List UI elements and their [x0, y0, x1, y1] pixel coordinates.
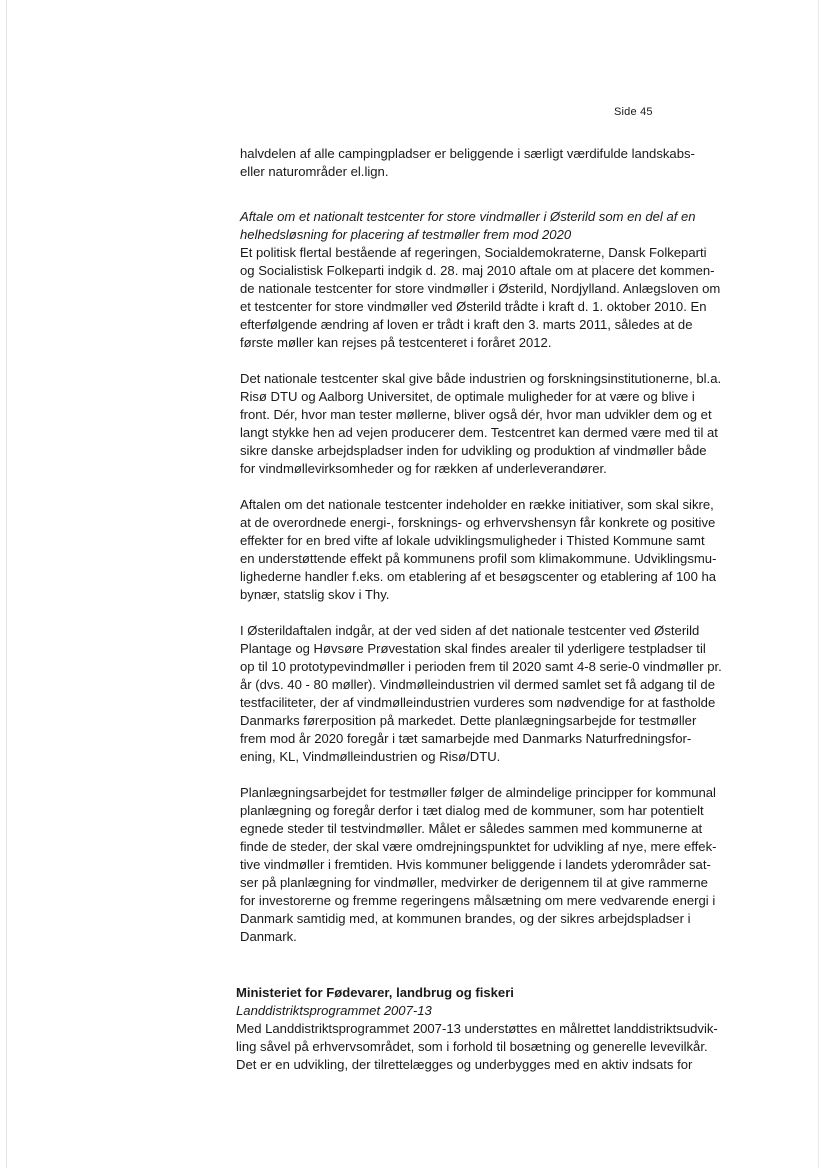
paragraph-testcenter-initiatives: Aftalen om det nationale testcenter indeholder en række initiativer, som skal sikre, at de overordnede energi-, forsknings- og erhvervshensyn får konkrete og positive effekter for en bred vifte af lokale udviklingsmuligheder i Thisted Kommune samt en understøttende effekt på kommunens profil som klimakommune. Udviklingsmu- lighederne handler f.eks. om etablering af et besøgscenter og etablering af 100 ha bynær, statslig skov i Thy.: [240, 497, 717, 602]
paragraph-rural-program: Med Landdistriktsprogrammet 2007-13 understøttes en målrettet landdistriktsudvik- ling såvel på erhvervsområdet, som i forhold til bosætning og generelle levevilkår. Det er en udvikling, der tilrettelægges og underbygges med en aktiv indsats for: [236, 1021, 718, 1072]
scan-edge-left: [6, 0, 7, 1168]
paragraph-planning-work: Planlægningsarbejdet for testmøller følger de almindelige principper for kommunal planlægning og foregår derfor i tæt dialog med de kommuner, som har potentielt egnede steder til testvindmøller. Målet er således sammen med kommunerne at finde de steder, der skal være omdrejningspunktet for udvikling af nye, mere effek- tive vindmøller i fremtiden. Hvis kommuner beliggende i landets yderområder sat- ser på planlægning for vindmøller, medvirker de derigennem til at give rammerne for investorerne og fremme regeringens målsætning om mere vedvarende energi i Danmark samtidig med, at kommunen brandes, og der sikres arbejdspladser i Danmark.: [240, 785, 717, 944]
paragraph-testcenter-purpose: Det nationale testcenter skal give både industrien og forskningsinstitutionerne, bl.a. Risø DTU og Aalborg Universitet, de optimale muligheder for at være og blive i front. Dér, hvor man tester møllerne, bliver også dér, hvor man udvikler dem og et langt stykke hen ad vejen producerer dem. Testcentret kan dermed være med til at sikre danske arbejdspladser inden for udvikling og produktion af vindmøller både for vindmøllevirksomheder og for rækken af underleverandører.: [240, 371, 722, 476]
scan-edge-right: [818, 0, 819, 1168]
ministry-heading: Ministeriet for Fødevarer, landbrug og fiskeri: [236, 985, 514, 1000]
section-heading-testcenter: Aftale om et nationalt testcenter for store vindmøller i Østerild som en del af en helhedsløsning for placering af testmøller frem mod 2020: [240, 209, 696, 242]
intro-paragraph: halvdelen af alle campingpladser er beliggende i særligt værdifulde landskabs- eller naturområder el.lign.: [240, 146, 695, 179]
ministry-section: [236, 984, 764, 1074]
main-content: [240, 145, 760, 946]
paragraph-testcenter-agreement: Et politisk flertal bestående af regeringen, Socialdemokraterne, Dansk Folkeparti og Socialistisk Folkeparti indgik d. 28. maj 2010 aftale om at placere det kommen- de nationale testcenter for store vindmøller i Østerild, Nordjylland. Anlægsloven om et testcenter for store vindmøller ved Østerild trådte i kraft d. 1. oktober 2010. En efterfølgende ændring af loven er trådt i kraft den 3. marts 2011, således at de første møller kan rejses på testcenteret i foråret 2012.: [240, 245, 721, 350]
paragraph-osterild-agreement: I Østerildaftalen indgår, at der ved siden af det nationale testcenter ved Østerild Plantage og Høvsøre Prøvestation skal findes arealer til yderligere testpladser til op til 10 prototypevindmøller i perioden frem til 2020 samt 4-8 serie-0 vindmøller pr. år (dvs. 40 - 80 møller). Vindmølleindustrien vil dermed samlet set få adgang til de testfaciliteter, der af vindmølleindustrien vurderes som nødvendige for at fastholde Danmarks førerposition på markedet. Dette planlægningsarbejde for testmøller frem mod år 2020 foregår i tæt samarbejde med Danmarks Naturfredningsfor- ening, KL, Vindmølleindustrien og Risø/DTU.: [240, 623, 722, 764]
program-subheading: Landdistriktsprogrammet 2007-13: [236, 1003, 432, 1018]
page-number: Side 45: [614, 106, 653, 118]
